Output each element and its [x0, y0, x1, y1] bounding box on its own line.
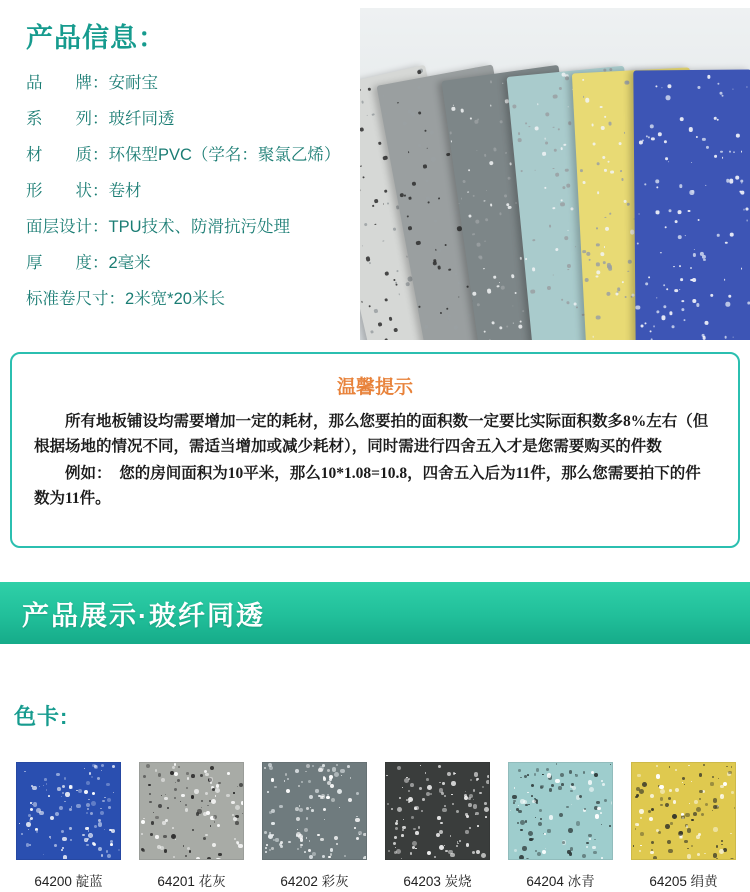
swatch-item[interactable]	[508, 762, 613, 890]
swatch-color-64204[interactable]	[508, 762, 613, 860]
info-row-brand	[26, 72, 360, 96]
info-value-material: 环保型PVC（学名：聚氯乙烯）	[108, 146, 341, 165]
swatch-color-64202[interactable]	[262, 762, 367, 860]
swatch-color-64200[interactable]	[16, 762, 121, 860]
sample-sheet	[633, 69, 750, 340]
info-value-roll-size: 2米宽*20米长	[125, 289, 225, 308]
info-key-roll-size: 标准卷尺寸：	[26, 289, 125, 308]
product-info-block	[0, 0, 360, 324]
warm-tips-title: 温馨提示	[336, 377, 413, 398]
info-row-roll-size	[26, 288, 360, 312]
info-key-surface: 面层设计：	[26, 218, 109, 237]
colorcard-title: 色卡:	[14, 704, 69, 729]
info-value-shape: 卷材	[108, 182, 142, 201]
info-key-material: 材 质：	[26, 146, 109, 165]
info-row-surface	[26, 216, 360, 240]
colorcard-swatch-row	[16, 762, 736, 890]
product-photo	[360, 8, 750, 340]
swatch-label: 64205 绢黄	[649, 874, 718, 889]
product-info-title: 产品信息：	[26, 23, 166, 53]
swatch-item[interactable]	[16, 762, 121, 890]
swatch-item[interactable]	[631, 762, 736, 890]
swatch-item[interactable]	[139, 762, 244, 890]
info-row-series	[26, 108, 360, 132]
swatch-color-64205[interactable]	[631, 762, 736, 860]
info-row-material	[26, 144, 360, 168]
info-value-brand: 安耐宝	[108, 74, 158, 93]
warm-tips-paragraph-2: 例如： 您的房间面积为10平米，那么10*1.08=10.8，四舍五入后为11件，那么您需要拍下的件数为11件。	[34, 465, 701, 508]
swatch-label: 64202 彩灰	[280, 874, 349, 889]
swatch-color-64201[interactable]	[139, 762, 244, 860]
swatch-color-64203[interactable]	[385, 762, 490, 860]
product-info-section	[0, 0, 750, 340]
info-key-shape: 形 状：	[26, 182, 109, 201]
info-row-thickness	[26, 252, 360, 276]
info-value-thickness: 2毫米	[108, 254, 151, 272]
warm-tips-paragraph-1: 所有地板铺设均需要增加一定的耗材，那么您要拍的面积数一定要比实际面积数多8%左右（但根据场地的情况不同，需适当增加或减少耗材），同时需进行四舍五入才是您需要购买的件数	[34, 413, 709, 456]
banner-title: 产品展示·玻纤同透	[22, 600, 265, 631]
info-row-shape	[26, 180, 360, 204]
info-key-thickness: 厚 度：	[26, 254, 109, 272]
info-key-brand: 品 牌：	[26, 74, 109, 93]
swatch-label: 64201 花灰	[157, 874, 226, 889]
swatch-label: 64204 冰青	[526, 874, 595, 889]
info-value-surface: TPU技术、防滑抗污处理	[108, 218, 290, 237]
info-key-series: 系 列：	[26, 110, 109, 129]
swatch-label: 64200 靛蓝	[34, 874, 103, 889]
swatch-item[interactable]	[262, 762, 367, 890]
swatch-item[interactable]	[385, 762, 490, 890]
swatch-label: 64203 炭烧	[403, 874, 472, 889]
info-value-series: 玻纤同透	[108, 110, 175, 129]
warm-tips-box	[10, 352, 740, 548]
product-display-banner	[0, 582, 750, 644]
